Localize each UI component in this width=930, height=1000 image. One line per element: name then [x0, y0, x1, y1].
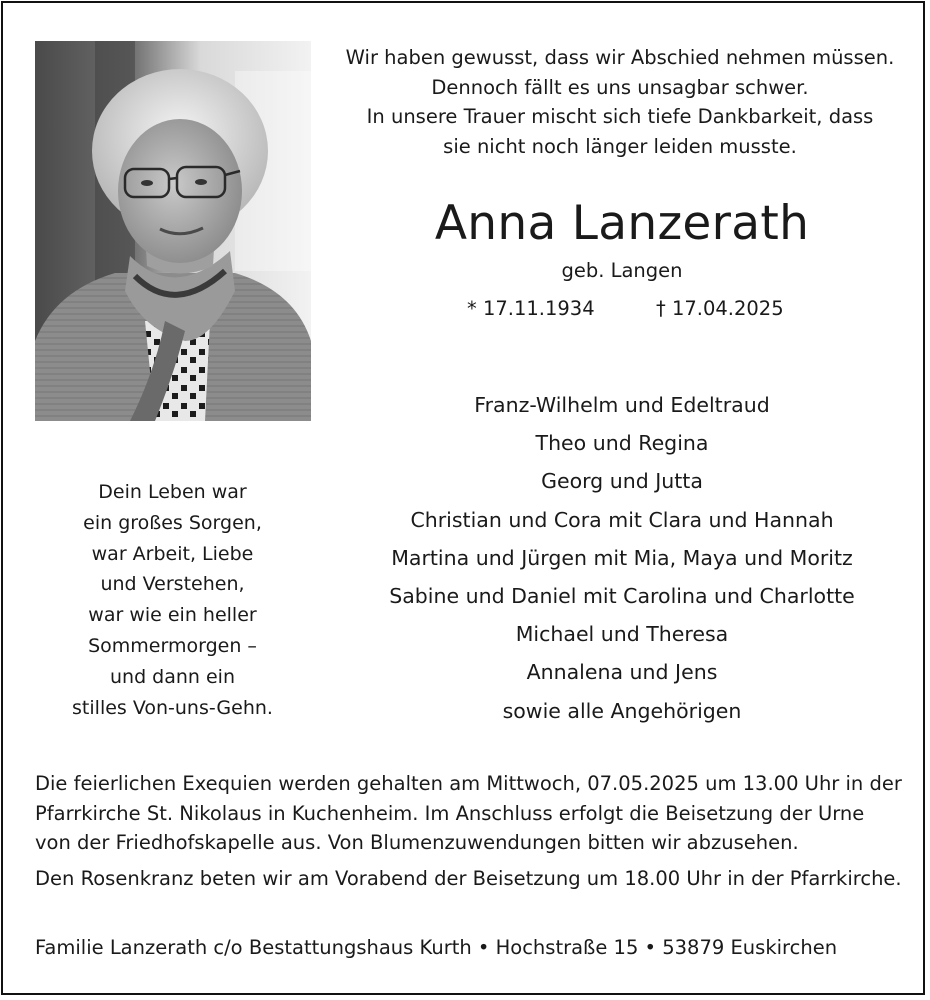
poem-line: stilles Von-uns-Gehn. [72, 696, 273, 719]
poem-line: und Verstehen, [100, 573, 245, 596]
funeral-notice-line: Die feierlichen Exequien werden gehalten am Mittwoch, 07.05.2025 um 13.00 Uhr in der [35, 772, 902, 795]
birth-date: * 17.11.1934 [467, 297, 595, 320]
rosary-notice: Den Rosenkranz beten wir am Vorabend der Beisetzung um 18.00 Uhr in der Pfarrkirche. [35, 867, 902, 890]
poem-line: und dann ein [109, 665, 236, 688]
mourner-entry: Michael und Theresa [515, 622, 729, 647]
birth-name: geb. Langen [561, 259, 683, 282]
poem-line: war Arbeit, Liebe [91, 542, 254, 565]
mourner-entry: Georg und Jutta [541, 469, 703, 494]
death-date: † 17.04.2025 [656, 297, 784, 320]
poem-line: Dein Leben war [98, 481, 247, 503]
funeral-notice-line: von der Friedhofskapelle aus. Von Blumenzuwendungen bitten wir abzusehen. [35, 831, 799, 854]
mourner-entry: Franz-Wilhelm und Edeltraud [474, 393, 770, 417]
funeral-notice-line: Pfarrkirche St. Nikolaus in Kuchenheim. Im Anschluss erfolgt die Beisetzung der Urne [35, 801, 865, 825]
mourner-entry: sowie alle Angehörigen [502, 698, 742, 723]
poem-line: Sommermorgen – [88, 634, 257, 657]
intro-verse [340, 43, 900, 161]
mourner-entry: Martina und Jürgen mit Mia, Maya und Moritz [391, 545, 853, 570]
mourner-entry: Annalena und Jens [526, 660, 718, 685]
intro-line: Dennoch fällt es uns unsagbar schwer. [431, 75, 809, 99]
poem-line: war wie ein heller [88, 604, 257, 627]
mourner-entry: Theo und Regina [535, 431, 709, 456]
mourner-entry: Christian und Cora mit Clara und Hannah [410, 507, 834, 532]
funeral-notice [35, 769, 915, 858]
memorial-poem [40, 477, 305, 723]
portrait-photo [35, 41, 311, 421]
poem-line: ein großes Sorgen, [83, 511, 262, 534]
intro-line: Wir haben gewusst, dass wir Abschied nehmen müssen. [345, 46, 895, 69]
intro-line: sie nicht noch länger leiden musste. [443, 134, 797, 158]
mourners-list [340, 386, 904, 730]
contact-address: Familie Lanzerath c/o Bestattungshaus Kurth • Hochstraße 15 • 53879 Euskirchen [35, 936, 838, 959]
intro-line: In unsere Trauer mischt sich tiefe Dankbarkeit, dass [366, 105, 874, 128]
deceased-name: Anna Lanzerath [434, 196, 810, 251]
mourner-entry: Sabine und Daniel mit Carolina und Charlotte [389, 584, 855, 609]
